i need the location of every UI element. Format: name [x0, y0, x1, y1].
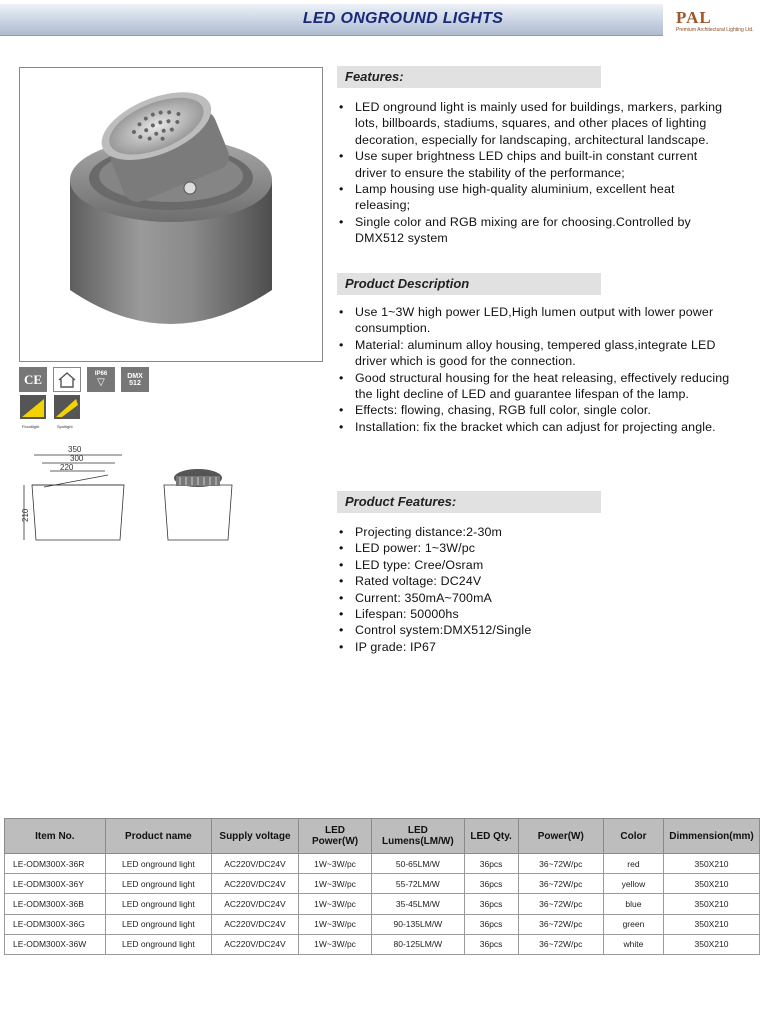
table-cell: 90-135LM/W — [372, 914, 464, 934]
table-row — [5, 854, 760, 874]
table-cell: AC220V/DC24V — [212, 874, 299, 894]
table-row — [5, 874, 760, 894]
list-item: • IP grade: IP67 — [339, 639, 731, 655]
table-cell: white — [603, 934, 663, 954]
outdoor-house-icon — [53, 367, 81, 392]
spotlight-caption: Spotlight — [57, 424, 73, 429]
table-cell: 350X210 — [664, 874, 760, 894]
table-cell: 1W~3W/pc — [298, 894, 371, 914]
table-cell: 1W~3W/pc — [298, 914, 371, 934]
table-cell: LED onground light — [105, 854, 211, 874]
list-item: • Material: aluminum alloy housing, tempered glass,integrate LED driver which is good for the connection. — [339, 337, 731, 370]
table-cell: LE-ODM300X-36G — [5, 914, 106, 934]
floodlight-beam-icon — [20, 395, 46, 419]
list-item: • Lamp housing use high-quality aluminium, excellent heat releasing; — [339, 181, 731, 214]
list-item: • Good structural housing for the heat releasing, effectively reducing the light decline of LED and guarantee lifespan of the lamp. — [339, 370, 731, 403]
column-header: LED Power(W) — [298, 819, 371, 854]
list-item: • Lifespan: 50000hs — [339, 606, 731, 622]
table-cell: LE-ODM300X-36W — [5, 934, 106, 954]
table-cell: green — [603, 914, 663, 934]
table-cell: 350X210 — [664, 934, 760, 954]
table-cell: AC220V/DC24V — [212, 854, 299, 874]
table-cell: 36~72W/pc — [518, 894, 603, 914]
list-item: • Current: 350mA~700mA — [339, 590, 731, 606]
list-item: • Installation: fix the bracket which can adjust for projecting angle. — [339, 419, 731, 435]
table-row — [5, 894, 760, 914]
table-cell: LED onground light — [105, 894, 211, 914]
list-item: • Control system:DMX512/Single — [339, 622, 731, 638]
table-cell: 36~72W/pc — [518, 854, 603, 874]
spec-table — [4, 818, 760, 955]
column-header: LED Lumens(LM/W) — [372, 819, 464, 854]
column-header: Product name — [105, 819, 211, 854]
table-cell: red — [603, 854, 663, 874]
table-cell: 1W~3W/pc — [298, 854, 371, 874]
spotlight-beam-icon — [54, 395, 80, 419]
product-photo — [19, 67, 323, 362]
column-header: Supply voltage — [212, 819, 299, 854]
table-cell: 36pcs — [464, 914, 518, 934]
features-heading: Features: — [337, 66, 601, 88]
table-cell: AC220V/DC24V — [212, 934, 299, 954]
page-title: LED ONGROUND LIGHTS — [302, 10, 504, 27]
table-cell: 36pcs — [464, 854, 518, 874]
dimension-drawing — [20, 440, 240, 550]
table-cell: LE-ODM300X-36Y — [5, 874, 106, 894]
table-cell: LE-ODM300X-36R — [5, 854, 106, 874]
table-cell: 35-45LM/W — [372, 894, 464, 914]
list-item: • Single color and RGB mixing are for choosing.Controlled by DMX512 system — [339, 214, 731, 247]
table-row — [5, 914, 760, 934]
dim-height: 210 — [21, 508, 30, 522]
product-features-list — [339, 524, 731, 655]
dim-inner1: 300 — [70, 454, 84, 463]
table-cell: 1W~3W/pc — [298, 874, 371, 894]
ip-rating-icon: IP66 ▽ — [87, 367, 115, 392]
dmx-bottom-label: 512 — [129, 379, 141, 387]
table-cell: 350X210 — [664, 914, 760, 934]
list-item: • Effects: flowing, chasing, RGB full color, single color. — [339, 402, 731, 418]
dmx-top-label: DMX — [127, 372, 143, 380]
column-header: Power(W) — [518, 819, 603, 854]
ip-rating-label: IP66 — [94, 371, 108, 377]
table-cell: 36pcs — [464, 894, 518, 914]
table-cell: 350X210 — [664, 894, 760, 914]
column-header: Color — [603, 819, 663, 854]
table-cell: LED onground light — [105, 914, 211, 934]
table-row — [5, 934, 760, 954]
table-cell: LED onground light — [105, 934, 211, 954]
table-cell: 36pcs — [464, 874, 518, 894]
dmx-icon — [121, 367, 149, 392]
table-cell: 36pcs — [464, 934, 518, 954]
table-cell: 50-65LM/W — [372, 854, 464, 874]
table-cell: yellow — [603, 874, 663, 894]
column-header: Dimmension(mm) — [664, 819, 760, 854]
column-header: LED Qty. — [464, 819, 518, 854]
table-cell: 36~72W/pc — [518, 874, 603, 894]
list-item: • LED onground light is mainly used for buildings, markers, parking lots, billboards, stadiums, squares, and other places of lighting decoration, especially for landscaping, architectural landscape. — [339, 99, 731, 148]
table-cell: LE-ODM300X-36B — [5, 894, 106, 914]
table-cell: AC220V/DC24V — [212, 894, 299, 914]
table-cell: 350X210 — [664, 854, 760, 874]
table-cell: 1W~3W/pc — [298, 934, 371, 954]
table-header-row — [5, 819, 760, 854]
brand-logo — [664, 4, 768, 38]
features-list — [339, 99, 731, 247]
list-item: • Use 1~3W high power LED,High lumen output with lower power consumption. — [339, 304, 731, 337]
list-item: • LED type: Cree/Osram — [339, 557, 731, 573]
table-cell: 80-125LM/W — [372, 934, 464, 954]
table-cell: 55-72LM/W — [372, 874, 464, 894]
list-item: • Projecting distance:2-30m — [339, 524, 731, 540]
column-header: Item No. — [5, 819, 106, 854]
table-cell: blue — [603, 894, 663, 914]
ce-certification-icon: CE — [19, 367, 47, 392]
list-item: • LED power: 1~3W/pc — [339, 540, 731, 556]
table-body — [5, 854, 760, 955]
description-heading: Product Description — [337, 273, 601, 295]
onground-light-illustration — [20, 68, 322, 361]
table-cell: AC220V/DC24V — [212, 914, 299, 934]
product-features-heading: Product Features: — [337, 491, 601, 513]
dim-width: 350 — [68, 445, 82, 454]
list-item: • Use super brightness LED chips and built-in constant current driver to ensure the stability of the performance; — [339, 148, 731, 181]
floodlight-caption: Floodlight — [22, 424, 40, 429]
logo-subtitle: Premium Architectural Lighting Ltd. — [676, 27, 754, 33]
table-cell: 36~72W/pc — [518, 914, 603, 934]
table-cell: 36~72W/pc — [518, 934, 603, 954]
list-item: • Rated voltage: DC24V — [339, 573, 731, 589]
table-cell: LED onground light — [105, 874, 211, 894]
dim-inner2: 220 — [60, 463, 74, 472]
description-list — [339, 304, 731, 435]
logo-text: PAL — [676, 8, 712, 27]
